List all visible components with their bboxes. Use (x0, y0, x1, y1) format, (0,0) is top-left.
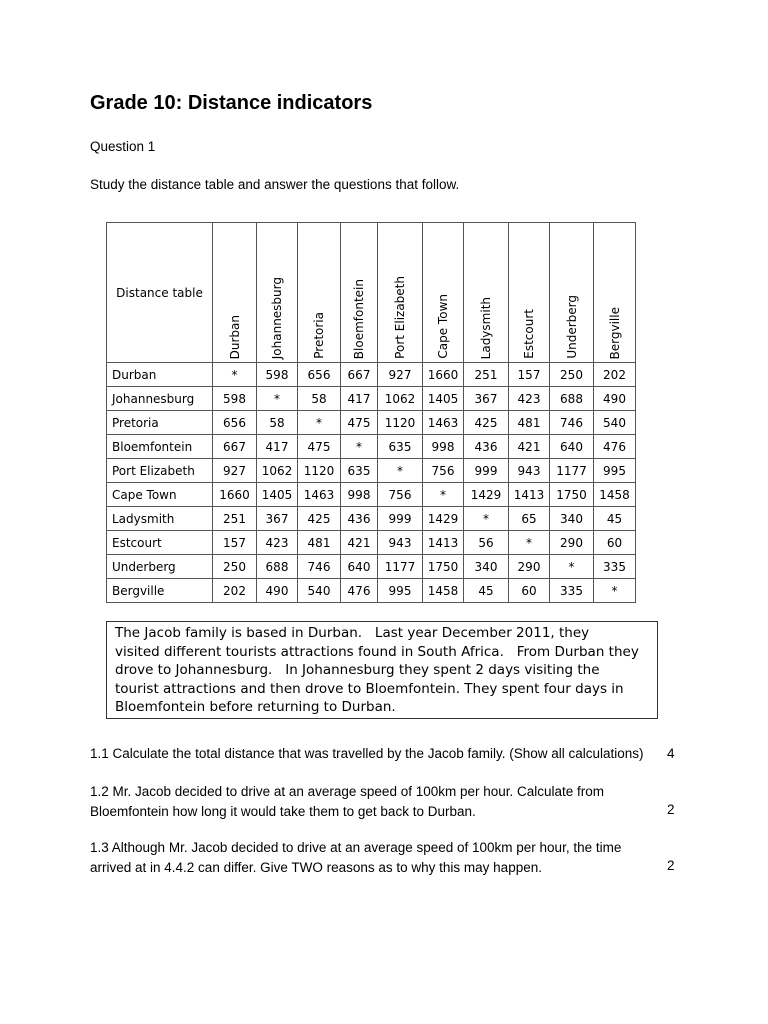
column-header-label: Pretoria (312, 312, 326, 359)
row-header: Pretoria (107, 411, 213, 435)
question-label: Question 1 (90, 139, 156, 154)
column-header (378, 223, 423, 363)
question-3 (90, 838, 640, 877)
table-cell: 598 (213, 387, 257, 411)
table-cell: 635 (378, 435, 423, 459)
table-cell: 1405 (257, 483, 298, 507)
table-cell: 250 (213, 555, 257, 579)
table-cell: 290 (550, 531, 594, 555)
table-cell: 995 (378, 579, 423, 603)
question-line: 1.1 Calculate the total distance that was travelled by the Jacob family. (Show all calculations) (90, 746, 644, 761)
column-header-label: Estcourt (522, 309, 536, 359)
table-cell: * (213, 363, 257, 387)
row-header: Ladysmith (107, 507, 213, 531)
table-cell: 540 (594, 411, 636, 435)
table-cell: 157 (213, 531, 257, 555)
table-cell: 640 (550, 435, 594, 459)
table-cell: 1750 (550, 483, 594, 507)
question-marks: 2 (667, 858, 675, 873)
table-cell: 421 (509, 435, 550, 459)
question-marks: 2 (667, 802, 675, 817)
table-cell: 998 (423, 435, 464, 459)
story-line: visited different tourists attractions found in South Africa. From Durban they (115, 643, 639, 660)
table-cell: 367 (464, 387, 509, 411)
table-cell: 1429 (464, 483, 509, 507)
table-cell: 58 (298, 387, 341, 411)
table-cell: 481 (298, 531, 341, 555)
instruction-text: Study the distance table and answer the questions that follow. (90, 177, 460, 192)
story-line: drove to Johannesburg. In Johannesburg they spent 2 days visiting the (115, 662, 600, 679)
table-cell: 688 (550, 387, 594, 411)
table-cell: 202 (213, 579, 257, 603)
table-row (107, 411, 636, 435)
row-header: Bergville (107, 579, 213, 603)
table-cell: 943 (509, 459, 550, 483)
table-cell: 481 (509, 411, 550, 435)
column-header (298, 223, 341, 363)
table-row (107, 363, 636, 387)
table-cell: 475 (341, 411, 378, 435)
column-header-label: Cape Town (436, 294, 450, 359)
table-cell: 1660 (213, 483, 257, 507)
table-cell: 1413 (509, 483, 550, 507)
table-cell: 1458 (423, 579, 464, 603)
column-header (213, 223, 257, 363)
table-cell: 476 (341, 579, 378, 603)
table-cell: 436 (341, 507, 378, 531)
table-cell: 1463 (298, 483, 341, 507)
story-line: tourist attractions and then drove to Bloemfontein. They spent four days in (115, 680, 624, 697)
table-cell: 475 (298, 435, 341, 459)
table-cell: 1660 (423, 363, 464, 387)
column-header-label: Ladysmith (479, 296, 493, 359)
table-cell: 999 (378, 507, 423, 531)
column-header (257, 223, 298, 363)
table-cell: 995 (594, 459, 636, 483)
question-line: Bloemfontein how long it would take them to get back to Durban. (90, 803, 476, 819)
table-cell: * (464, 507, 509, 531)
table-cell: 688 (257, 555, 298, 579)
table-cell: 490 (594, 387, 636, 411)
table-body (107, 363, 636, 603)
page-title: Grade 10: Distance indicators (90, 92, 373, 114)
story-line: Bloemfontein before returning to Durban. (115, 699, 396, 716)
table-cell: 1429 (423, 507, 464, 531)
table-cell: 423 (257, 531, 298, 555)
table-row (107, 387, 636, 411)
table-cell: 1458 (594, 483, 636, 507)
table-cell: 45 (594, 507, 636, 531)
table-cell: 656 (213, 411, 257, 435)
table-cell: 60 (509, 579, 550, 603)
column-header (423, 223, 464, 363)
table-cell: 425 (298, 507, 341, 531)
question-line: arrived at in 4.4.2 can differ. Give TWO reasons as to why this may happen. (90, 859, 542, 875)
table-cell: * (257, 387, 298, 411)
story-box (106, 621, 658, 719)
table-cell: 746 (550, 411, 594, 435)
table-cell: 1177 (378, 555, 423, 579)
table-row (107, 483, 636, 507)
table-cell: 756 (378, 483, 423, 507)
table-cell: * (550, 555, 594, 579)
row-header: Port Elizabeth (107, 459, 213, 483)
table-cell: 1405 (423, 387, 464, 411)
table-header-row (107, 223, 636, 363)
column-header-label: Port Elizabeth (393, 276, 407, 359)
table-cell: 1750 (423, 555, 464, 579)
table-cell: 635 (341, 459, 378, 483)
table-row (107, 459, 636, 483)
table-cell: 1177 (550, 459, 594, 483)
table-cell: * (423, 483, 464, 507)
table-corner-label: Distance table (107, 223, 213, 363)
column-header-label: Underberg (564, 295, 579, 359)
table-cell: 417 (341, 387, 378, 411)
table-row (107, 531, 636, 555)
table-row (107, 555, 636, 579)
column-header-label: Johannesburg (270, 276, 284, 359)
row-header: Underberg (107, 555, 213, 579)
row-header: Estcourt (107, 531, 213, 555)
table-cell: 476 (594, 435, 636, 459)
table-cell: 1120 (378, 411, 423, 435)
table-cell: 667 (213, 435, 257, 459)
table-cell: 335 (594, 555, 636, 579)
table-row (107, 435, 636, 459)
table-cell: 250 (550, 363, 594, 387)
table-cell: 65 (509, 507, 550, 531)
table-cell: 436 (464, 435, 509, 459)
column-header (594, 223, 636, 363)
question-marks: 4 (667, 746, 675, 761)
table-cell: 756 (423, 459, 464, 483)
table-cell: 1120 (298, 459, 341, 483)
table-cell: 1463 (423, 411, 464, 435)
table-cell: 58 (257, 411, 298, 435)
column-header (550, 223, 594, 363)
table-cell: 157 (509, 363, 550, 387)
table-cell: 540 (298, 579, 341, 603)
row-header: Durban (107, 363, 213, 387)
table-cell: 251 (464, 363, 509, 387)
story-line: The Jacob family is based in Durban. Last year December 2011, they (115, 625, 590, 641)
column-header-label: Bloemfontein (352, 278, 366, 359)
table-cell: 45 (464, 579, 509, 603)
question-2 (90, 782, 640, 821)
table-cell: 490 (257, 579, 298, 603)
row-header: Cape Town (107, 483, 213, 507)
distance-table (106, 222, 636, 603)
column-header (464, 223, 509, 363)
table-cell: 367 (257, 507, 298, 531)
table-cell: 1062 (378, 387, 423, 411)
column-header (509, 223, 550, 363)
table-cell: 598 (257, 363, 298, 387)
table-cell: 340 (464, 555, 509, 579)
table-cell: 251 (213, 507, 257, 531)
table-cell: 340 (550, 507, 594, 531)
table-cell: 335 (550, 579, 594, 603)
table-cell: 998 (341, 483, 378, 507)
table-cell: * (594, 579, 636, 603)
table-cell: 290 (509, 555, 550, 579)
table-cell: 56 (464, 531, 509, 555)
column-header-label: Bergville (607, 306, 622, 359)
table-cell: 656 (298, 363, 341, 387)
table-cell: 421 (341, 531, 378, 555)
table-cell: 667 (341, 363, 378, 387)
table-cell: 640 (341, 555, 378, 579)
column-header (341, 223, 378, 363)
table-cell: 943 (378, 531, 423, 555)
question-line: 1.2 Mr. Jacob decided to drive at an average speed of 100km per hour. Calculate from (90, 784, 605, 799)
table-cell: 60 (594, 531, 636, 555)
table-row (107, 579, 636, 603)
table-cell: * (341, 435, 378, 459)
table-cell: 927 (378, 363, 423, 387)
column-header-label: Durban (227, 314, 242, 359)
table-cell: 1062 (257, 459, 298, 483)
row-header: Johannesburg (107, 387, 213, 411)
table-cell: * (509, 531, 550, 555)
table-cell: 927 (213, 459, 257, 483)
table-cell: * (378, 459, 423, 483)
table-cell: 202 (594, 363, 636, 387)
table-cell: 425 (464, 411, 509, 435)
question-line: 1.3 Although Mr. Jacob decided to drive at an average speed of 100km per hour, the time (90, 840, 622, 855)
table-cell: 1413 (423, 531, 464, 555)
table-cell: 999 (464, 459, 509, 483)
question-1 (90, 744, 644, 764)
table-cell: 417 (257, 435, 298, 459)
table-cell: * (298, 411, 341, 435)
table-cell: 423 (509, 387, 550, 411)
table-cell: 746 (298, 555, 341, 579)
row-header: Bloemfontein (107, 435, 213, 459)
table-row (107, 507, 636, 531)
